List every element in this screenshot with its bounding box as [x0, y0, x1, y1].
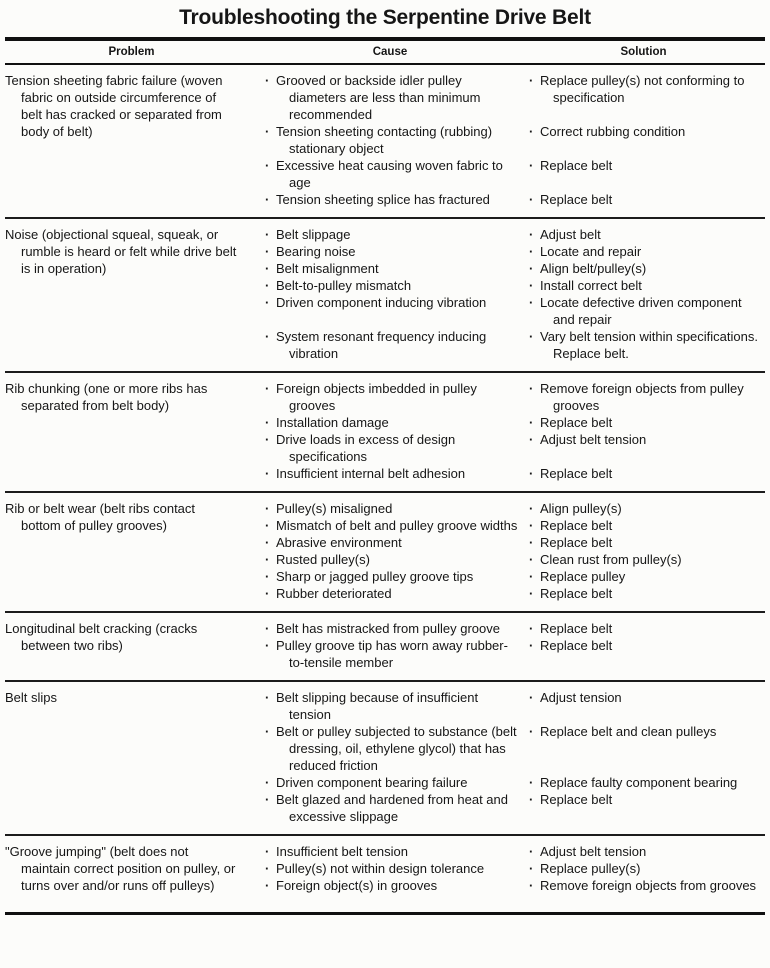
bullet-icon: ·: [529, 415, 534, 430]
cause-solution-pair: [258, 877, 765, 894]
cause-item-text: Tension sheeting contacting (rubbing) stationary object: [276, 124, 493, 156]
bullet-icon: ·: [265, 124, 270, 139]
cause-item: [258, 620, 522, 637]
bullet-icon: ·: [265, 844, 270, 859]
cause-item: [258, 465, 522, 482]
bullet-icon: ·: [529, 586, 534, 601]
cause-item: [258, 226, 522, 243]
solution-item: [522, 723, 765, 774]
cause-item-text: Belt glazed and hardened from heat and excessive slippage: [276, 792, 509, 824]
solution-item-text: Replace belt: [540, 192, 613, 207]
cause-item: [258, 517, 522, 534]
solution-item-text: Adjust belt: [540, 227, 601, 242]
cause-solution-pair: [258, 500, 765, 517]
bullet-icon: ·: [529, 569, 534, 584]
solution-item: [522, 157, 765, 191]
cause-item-text: Driven component bearing failure: [276, 775, 468, 790]
solution-item: [522, 517, 765, 534]
table-row: [5, 834, 765, 912]
cause-solution-pair: [258, 191, 765, 208]
cause-item-text: Belt-to-pulley mismatch: [276, 278, 412, 293]
cause-item: [258, 843, 522, 860]
cause-solution-pair: [258, 620, 765, 637]
solution-item: [522, 260, 765, 277]
bullet-icon: ·: [529, 227, 534, 242]
cause-solution-entries: [258, 226, 765, 362]
bullet-icon: ·: [529, 261, 534, 276]
cause-solution-entries: [258, 843, 765, 894]
cause-solution-pair: [258, 774, 765, 791]
table-row: [5, 371, 765, 491]
cause-solution-pair: [258, 328, 765, 362]
solution-item-text: Replace belt: [540, 518, 613, 533]
cause-item: [258, 774, 522, 791]
cause-item-text: Rubber deteriorated: [276, 586, 392, 601]
bullet-icon: ·: [265, 878, 270, 893]
cause-item-text: Foreign object(s) in grooves: [276, 878, 438, 893]
solution-item-text: Align belt/pulley(s): [540, 261, 647, 276]
bullet-icon: ·: [529, 124, 534, 139]
troubleshooting-table: [5, 37, 765, 915]
solution-item: [522, 568, 765, 585]
cause-solution-pair: [258, 534, 765, 551]
bullet-icon: ·: [265, 381, 270, 396]
bullet-icon: ·: [265, 73, 270, 88]
bullet-icon: ·: [529, 535, 534, 550]
cause-item: [258, 294, 522, 328]
bullet-icon: ·: [529, 792, 534, 807]
bullet-icon: ·: [529, 295, 534, 310]
cause-solution-pair: [258, 277, 765, 294]
bullet-icon: ·: [265, 724, 270, 739]
solution-item-text: Remove foreign objects from pulley grooves: [540, 381, 744, 413]
cause-solution-pair: [258, 791, 765, 825]
cause-solution-pair: [258, 585, 765, 602]
bullet-icon: ·: [529, 244, 534, 259]
bullet-icon: ·: [265, 535, 270, 550]
cause-solution-pair: [258, 157, 765, 191]
column-header-solution: Solution: [620, 46, 667, 58]
bullet-icon: ·: [529, 278, 534, 293]
solution-item: [522, 380, 765, 414]
problem-cell: Rib or belt wear (belt ribs contact bottom of pulley grooves): [5, 501, 196, 533]
solution-item-text: Replace belt: [540, 792, 613, 807]
solution-item-text: Align pulley(s): [540, 501, 622, 516]
table-header-row: [5, 41, 765, 65]
solution-item-text: Vary belt tension within specifications. Replace belt.: [540, 329, 758, 361]
problem-cell: Rib chunking (one or more ribs has separated from belt body): [5, 381, 208, 413]
cause-solution-pair: [258, 465, 765, 482]
cause-item: [258, 72, 522, 123]
solution-item-text: Remove foreign objects from grooves: [540, 878, 757, 893]
cause-item-text: Rusted pulley(s): [276, 552, 370, 567]
cause-item-text: Belt slippage: [276, 227, 351, 242]
cause-item-text: Belt or pulley subjected to substance (belt dressing, oil, ethylene glycol) that has reduced friction: [276, 724, 517, 773]
bullet-icon: ·: [265, 278, 270, 293]
cause-solution-pair: [258, 431, 765, 465]
solution-item: [522, 414, 765, 431]
cause-item: [258, 860, 522, 877]
solution-item: [522, 191, 765, 208]
cause-solution-pair: [258, 226, 765, 243]
bullet-icon: ·: [529, 775, 534, 790]
cause-solution-pair: [258, 723, 765, 774]
solution-item-text: Locate and repair: [540, 244, 642, 259]
bullet-icon: ·: [529, 724, 534, 739]
cause-solution-pair: [258, 568, 765, 585]
solution-item-text: Replace pulley: [540, 569, 626, 584]
bullet-icon: ·: [529, 432, 534, 447]
solution-item: [522, 843, 765, 860]
page-title: Troubleshooting the Serpentine Drive Belt: [179, 6, 591, 29]
cause-item: [258, 260, 522, 277]
cause-item-text: Pulley(s) misaligned: [276, 501, 393, 516]
cause-item-text: Insufficient internal belt adhesion: [276, 466, 466, 481]
cause-solution-pair: [258, 551, 765, 568]
solution-item: [522, 791, 765, 825]
cause-solution-pair: [258, 517, 765, 534]
bullet-icon: ·: [529, 466, 534, 481]
cause-item: [258, 791, 522, 825]
cause-solution-pair: [258, 843, 765, 860]
solution-item-text: Locate defective driven component and repair: [540, 295, 742, 327]
solution-item-text: Adjust belt tension: [540, 432, 647, 447]
table-row: [5, 680, 765, 834]
solution-item: [522, 465, 765, 482]
solution-item: [522, 294, 765, 328]
cause-item-text: Driven component inducing vibration: [276, 295, 487, 310]
bullet-icon: ·: [529, 878, 534, 893]
problem-cell: "Groove jumping" (belt does not maintain correct position on pulley, or turns over and/or runs off pulleys): [5, 844, 236, 893]
cause-solution-entries: [258, 500, 765, 602]
problem-cell: Tension sheeting fabric failure (woven fabric on outside circumference of belt has cracked or separated from body of belt): [5, 73, 223, 139]
bullet-icon: ·: [265, 638, 270, 653]
solution-item-text: Replace belt: [540, 415, 613, 430]
bullet-icon: ·: [265, 501, 270, 516]
solution-item-text: Replace pulley(s) not conforming to specification: [540, 73, 745, 105]
bullet-icon: ·: [529, 192, 534, 207]
cause-item-text: Insufficient belt tension: [276, 844, 409, 859]
solution-item-text: Replace faulty component bearing: [540, 775, 738, 790]
solution-item-text: Replace pulley(s): [540, 861, 641, 876]
bullet-icon: ·: [529, 552, 534, 567]
cause-item: [258, 431, 522, 465]
bullet-icon: ·: [265, 261, 270, 276]
cause-solution-pair: [258, 243, 765, 260]
bullet-icon: ·: [265, 586, 270, 601]
cause-item: [258, 328, 522, 362]
problem-cell: Belt slips: [5, 690, 58, 705]
solution-item: [522, 774, 765, 791]
cause-item: [258, 500, 522, 517]
solution-item: [522, 72, 765, 123]
cause-solution-pair: [258, 860, 765, 877]
bullet-icon: ·: [265, 415, 270, 430]
solution-item-text: Replace belt: [540, 158, 613, 173]
cause-solution-pair: [258, 72, 765, 123]
bullet-icon: ·: [529, 381, 534, 396]
bullet-icon: ·: [265, 518, 270, 533]
cause-item-text: Drive loads in excess of design specifications: [276, 432, 456, 464]
cause-item-text: Grooved or backside idler pulley diameters are less than minimum recommended: [276, 73, 481, 122]
cause-item-text: Pulley(s) not within design tolerance: [276, 861, 485, 876]
column-header-cause: Cause: [372, 46, 408, 58]
cause-item: [258, 689, 522, 723]
cause-item: [258, 157, 522, 191]
bullet-icon: ·: [265, 227, 270, 242]
bullet-icon: ·: [529, 501, 534, 516]
cause-item-text: Installation damage: [276, 415, 389, 430]
solution-item: [522, 123, 765, 157]
table-row: [5, 65, 765, 217]
cause-item: [258, 637, 522, 671]
problem-cell: Noise (objectional squeal, squeak, or rumble is heard or felt while drive belt is in operation): [5, 227, 237, 276]
cause-item-text: Excessive heat causing woven fabric to age: [276, 158, 503, 190]
cause-solution-pair: [258, 294, 765, 328]
solution-item: [522, 534, 765, 551]
cause-solution-pair: [258, 260, 765, 277]
cause-item-text: Sharp or jagged pulley groove tips: [276, 569, 474, 584]
cause-item-text: Foreign objects imbedded in pulley grooves: [276, 381, 477, 413]
solution-item: [522, 585, 765, 602]
solution-item-text: Replace belt and clean pulleys: [540, 724, 717, 739]
bullet-icon: ·: [529, 518, 534, 533]
solution-item: [522, 328, 765, 362]
bullet-icon: ·: [529, 844, 534, 859]
solution-item-text: Adjust belt tension: [540, 844, 647, 859]
cause-item: [258, 877, 522, 894]
bullet-icon: ·: [529, 158, 534, 173]
cause-solution-pair: [258, 637, 765, 671]
bullet-icon: ·: [265, 244, 270, 259]
solution-item-text: Replace belt: [540, 466, 613, 481]
solution-item-text: Replace belt: [540, 586, 613, 601]
cause-solution-pair: [258, 414, 765, 431]
cause-solution-pair: [258, 689, 765, 723]
solution-item-text: Replace belt: [540, 638, 613, 653]
column-header-problem: Problem: [108, 46, 155, 58]
bullet-icon: ·: [265, 569, 270, 584]
solution-item: [522, 431, 765, 465]
solution-item: [522, 226, 765, 243]
bullet-icon: ·: [265, 552, 270, 567]
solution-item-text: Install correct belt: [540, 278, 642, 293]
cause-item: [258, 585, 522, 602]
cause-item-text: Abrasive environment: [276, 535, 402, 550]
cause-solution-entries: [258, 72, 765, 208]
cause-item: [258, 414, 522, 431]
bullet-icon: ·: [265, 192, 270, 207]
cause-solution-entries: [258, 620, 765, 671]
table-row: [5, 491, 765, 611]
cause-solution-pair: [258, 380, 765, 414]
cause-item-text: Pulley groove tip has worn away rubber-to-tensile member: [276, 638, 508, 670]
solution-item: [522, 637, 765, 671]
table-row: [5, 217, 765, 371]
cause-item: [258, 191, 522, 208]
solution-item: [522, 500, 765, 517]
cause-item: [258, 534, 522, 551]
bullet-icon: ·: [265, 792, 270, 807]
bullet-icon: ·: [529, 621, 534, 636]
solution-item-text: Replace belt: [540, 535, 613, 550]
solution-item: [522, 877, 765, 894]
cause-solution-pair: [258, 123, 765, 157]
cause-item: [258, 123, 522, 157]
bullet-icon: ·: [265, 690, 270, 705]
cause-item: [258, 568, 522, 585]
bullet-icon: ·: [529, 73, 534, 88]
solution-item-text: Replace belt: [540, 621, 613, 636]
bullet-icon: ·: [265, 432, 270, 447]
table-body: [5, 65, 765, 912]
solution-item: [522, 689, 765, 723]
bullet-icon: ·: [265, 295, 270, 310]
solution-item: [522, 620, 765, 637]
solution-item-text: Correct rubbing condition: [540, 124, 686, 139]
bullet-icon: ·: [529, 861, 534, 876]
cause-solution-entries: [258, 689, 765, 825]
cause-item: [258, 380, 522, 414]
bullet-icon: ·: [265, 861, 270, 876]
solution-item: [522, 243, 765, 260]
bullet-icon: ·: [265, 158, 270, 173]
bullet-icon: ·: [265, 775, 270, 790]
cause-item: [258, 723, 522, 774]
bullet-icon: ·: [529, 638, 534, 653]
cause-item-text: Mismatch of belt and pulley groove widths: [276, 518, 518, 533]
bullet-icon: ·: [265, 329, 270, 344]
solution-item-text: Adjust tension: [540, 690, 622, 705]
cause-item-text: System resonant frequency inducing vibration: [276, 329, 487, 361]
solution-item: [522, 551, 765, 568]
problem-cell: Longitudinal belt cracking (cracks between two ribs): [5, 621, 198, 653]
cause-item-text: Tension sheeting splice has fractured: [276, 192, 490, 207]
solution-item: [522, 277, 765, 294]
bullet-icon: ·: [529, 329, 534, 344]
cause-item-text: Belt misalignment: [276, 261, 379, 276]
cause-item-text: Bearing noise: [276, 244, 356, 259]
solution-item: [522, 860, 765, 877]
bullet-icon: ·: [265, 621, 270, 636]
solution-item-text: Clean rust from pulley(s): [540, 552, 682, 567]
cause-item-text: Belt has mistracked from pulley groove: [276, 621, 500, 636]
cause-solution-entries: [258, 380, 765, 482]
cause-item: [258, 243, 522, 260]
bullet-icon: ·: [529, 690, 534, 705]
bullet-icon: ·: [265, 466, 270, 481]
cause-item: [258, 551, 522, 568]
cause-item-text: Belt slipping because of insufficient tension: [276, 690, 479, 722]
cause-item: [258, 277, 522, 294]
table-row: [5, 611, 765, 680]
